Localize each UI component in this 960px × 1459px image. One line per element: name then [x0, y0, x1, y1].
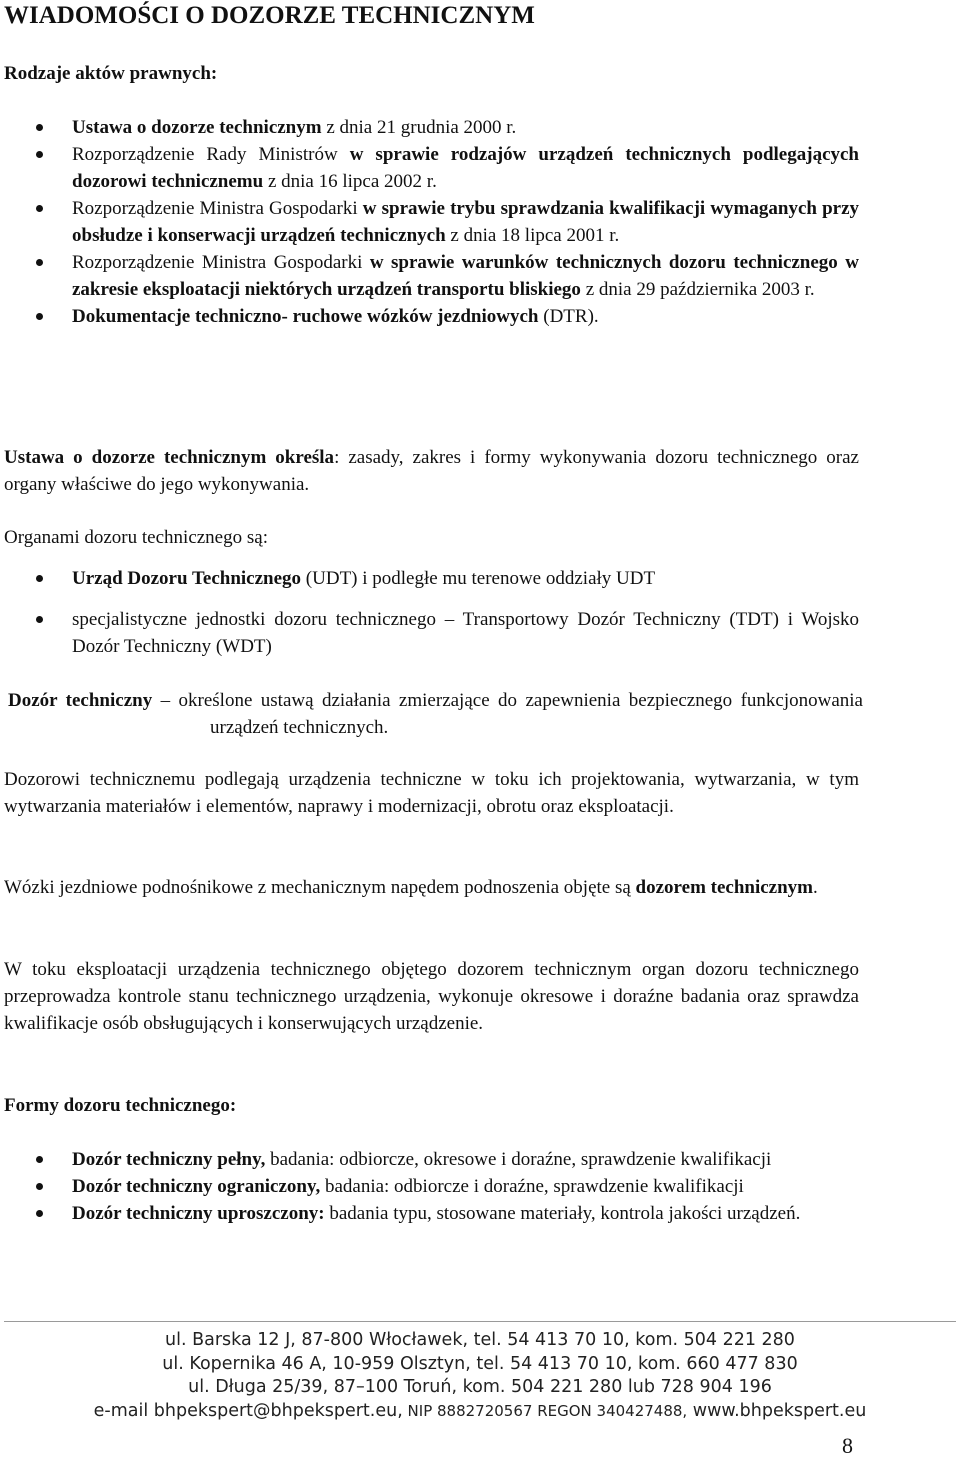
list-item: Dokumentacje techniczno- ruchowe wózków jezdniowych (DTR).	[0, 303, 859, 330]
paragraph-wozki: Wózki jezdniowe podnośnikowe z mechanicznym napędem podnoszenia objęte są dozorem technicznym.	[4, 877, 818, 898]
paragraph-podlegaja: Dozorowi technicznemu podlegają urządzenia techniczne w toku ich projektowania, wytwarzania, w tym wytwarzania materiałów i elementów, naprawy i modernizacji, obrotu oraz eksploatacji.	[4, 769, 859, 817]
page-title: WIADOMOŚCI O DOZORZE TECHNICZNYM	[4, 2, 535, 29]
list-item: Dozór techniczny ograniczony, badania: odbiorcze i doraźne, sprawdzenie kwalifikacji	[0, 1173, 859, 1200]
definition-paragraph: Dozór techniczny – określone ustawą działania zmierzające do zapewnienia bezpiecznego funkcjonowania urządzeń technicznych.	[8, 690, 863, 738]
footer-address-torun: ul. Długa 25/39, 87–100 Toruń, kom. 504 221 280 lub 728 904 196	[188, 1377, 772, 1397]
list-item: Dozór techniczny pełny, badania: odbiorcze, okresowe i doraźne, sprawdzenie kwalifikacji	[0, 1146, 859, 1173]
bullet-icon	[36, 259, 43, 266]
list-item: specjalistyczne jednostki dozoru technicznego – Transportowy Dozór Techniczny (TDT) i Wojsko Dozór Techniczny (WDT)	[0, 606, 859, 660]
organy-heading: Organami dozoru technicznego są:	[4, 527, 268, 548]
bullet-icon	[36, 313, 43, 320]
list-item: Dozór techniczny uproszczony: badania typu, stosowane materiały, kontrola jakości urządzeń.	[0, 1200, 859, 1227]
footer-email: e-mail bhpekspert@bhpekspert.eu,	[93, 1400, 403, 1421]
page-number: 8	[842, 1433, 853, 1458]
bullet-icon	[36, 1210, 43, 1217]
paragraph-eksploatacja: W toku eksploatacji urządzenia technicznego objętego dozorem technicznym organ dozoru technicznego przeprowadza kontrole stanu technicznego urządzenia, wykonuje okresowe i doraźne badania oraz sprawdza kwalifikacje osób obsługujących i konserwujących urządzenie.	[4, 959, 859, 1034]
bullet-icon	[36, 151, 43, 158]
bullet-icon	[36, 124, 43, 131]
footer-nip-regon: NIP 8882720567 REGON 340427488,	[402, 1401, 688, 1420]
footer-www: www.bhpekspert.eu	[687, 1400, 867, 1421]
list-item: Urząd Dozoru Technicznego (UDT) i podległe mu terenowe oddziały UDT	[0, 565, 859, 592]
acts-list	[0, 114, 859, 330]
organy-list	[0, 565, 859, 660]
footer-divider	[4, 1321, 956, 1322]
formy-heading: Formy dozoru technicznego:	[4, 1095, 237, 1116]
footer-contact	[0, 1400, 960, 1424]
bullet-icon	[36, 616, 43, 623]
footer-address-wloclawek: ul. Barska 12 J, 87-800 Włocławek, tel. 54 413 70 10, kom. 504 221 280	[165, 1330, 795, 1350]
list-item: Rozporządzenie Ministra Gospodarki w sprawie warunków technicznych dozoru technicznego w zakresie eksploatacji niektórych urządzeń transportu bliskiego z dnia 29 października 2003 r.	[0, 249, 859, 303]
acts-heading: Rodzaje aktów prawnych:	[4, 63, 218, 84]
bullet-icon	[36, 205, 43, 212]
footer-address-olsztyn: ul. Kopernika 46 A, 10-959 Olsztyn, tel. 54 413 70 10, kom. 660 477 830	[162, 1353, 798, 1374]
list-item: Ustawa o dozorze technicznym z dnia 21 grudnia 2000 r.	[0, 114, 859, 141]
list-item: Rozporządzenie Rady Ministrów w sprawie rodzajów urządzeń technicznych podlegających dozorowi technicznemu z dnia 16 lipca 2002 r.	[0, 141, 859, 195]
bullet-icon	[36, 1156, 43, 1163]
ustawa-paragraph: Ustawa o dozorze technicznym określa: zasady, zakres i formy wykonywania dozoru technicznego oraz organy właściwe do jego wykonywania.	[4, 447, 859, 495]
bullet-icon	[36, 575, 43, 582]
formy-list	[0, 1146, 859, 1227]
list-item: Rozporządzenie Ministra Gospodarki w sprawie trybu sprawdzania kwalifikacji wymaganych przy obsłudze i konserwacji urządzeń technicznych z dnia 18 lipca 2001 r.	[0, 195, 859, 249]
bullet-icon	[36, 1183, 43, 1190]
footer	[0, 1329, 960, 1423]
